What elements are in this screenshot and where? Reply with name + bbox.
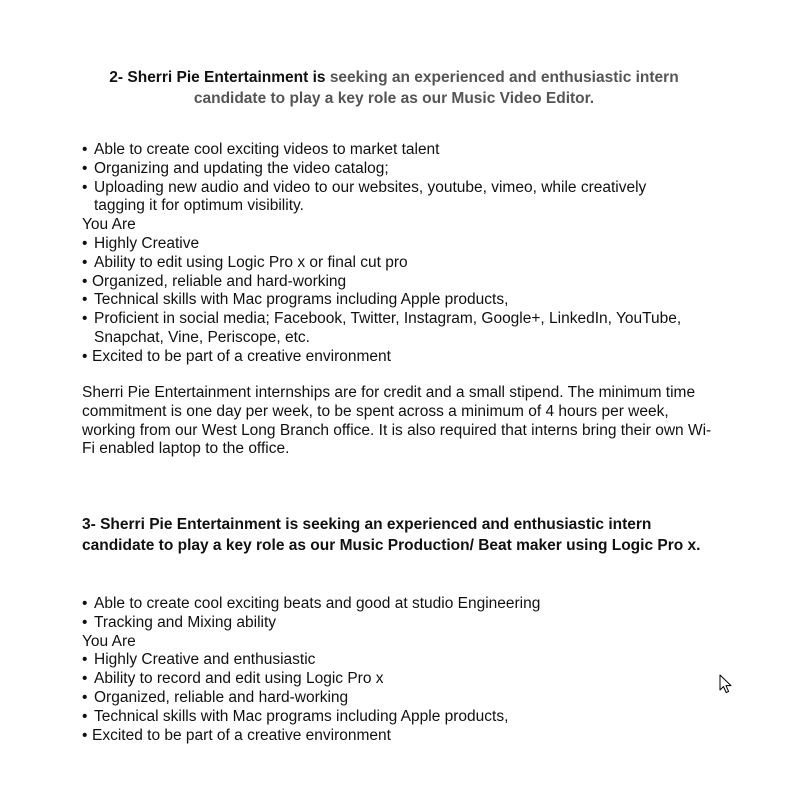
section-3-heading: 3- Sherri Pie Entertainment is seeking an experienced and enthusiastic intern candidate to play a key role as our Music Production/ Beat maker using Logic Pro x. (82, 516, 701, 554)
section-2-list (82, 141, 722, 367)
you-are-label: You Are (82, 632, 136, 650)
list-item-text: Proficient in social media; Facebook, Twitter, Instagram, Google+, LinkedIn, YouTube, Snapchat, Vine, Periscope, etc. (94, 310, 682, 346)
mouse-pointer-icon (719, 674, 733, 694)
section-3-list (82, 595, 722, 745)
bullet: • (82, 651, 88, 669)
list-item (82, 291, 722, 310)
list-item-text: Tracking and Mixing ability (94, 613, 277, 631)
list-item (82, 310, 722, 348)
list-item (82, 595, 722, 614)
section-2-heading (82, 67, 706, 109)
bullet: • (82, 141, 88, 158)
bullet: • (82, 726, 88, 744)
list-item-text: Ability to edit using Logic Pro x or final cut pro (94, 253, 408, 271)
bullet: • (82, 670, 88, 688)
list-item-text: Uploading new audio and video to our websites, youtube, vimeo, while creatively tagging it for optimum visibility. (94, 178, 647, 215)
list-item-text: Highly Creative and enthusiastic (94, 651, 316, 669)
list-item (82, 727, 722, 746)
list-item-text: Highly Creative (94, 234, 200, 252)
bullet: • (82, 347, 88, 365)
list-item (82, 160, 722, 179)
bullet: • (82, 291, 88, 309)
internship-terms-paragraph: Sherri Pie Entertainment internships are for credit and a small stipend. The minimum time commitment is one day per week, to be spent across a minimum of 4 hours per week, working from our West Long Branch office. It is also required that interns bring their own Wi-Fi enabled laptop to the office. (82, 384, 712, 458)
list-item (82, 348, 722, 367)
bullet: • (82, 613, 88, 631)
list-item (82, 235, 722, 254)
list-item (82, 689, 722, 708)
list-item-text: Able to create cool exciting beats and good at studio Engineering (94, 595, 541, 612)
list-item (82, 179, 722, 217)
bullet: • (82, 178, 88, 196)
bullet: • (82, 688, 88, 706)
list-item-text: Organized, reliable and hard-working (92, 272, 347, 290)
bullet: • (82, 310, 88, 328)
bullet: • (82, 707, 88, 725)
list-item (82, 254, 722, 273)
list-item-text: Excited to be part of a creative environment (92, 347, 391, 365)
list-item-text: Ability to record and edit using Logic Pro x (94, 670, 384, 688)
list-item-text: Organized, reliable and hard-working (94, 688, 349, 706)
bullet: • (82, 159, 88, 177)
list-item-text: Able to create cool exciting videos to market talent (94, 141, 440, 158)
you-are-label: You Are (82, 216, 136, 234)
bullet: • (82, 595, 88, 612)
list-item (82, 670, 722, 689)
list-item (82, 273, 722, 292)
bullet: • (82, 234, 88, 252)
list-item (82, 141, 722, 160)
list-item (82, 708, 722, 727)
list-item-text: Technical skills with Mac programs including Apple products, (94, 291, 509, 309)
bullet: • (82, 272, 88, 290)
section-2-heading-lead: 2- Sherri Pie Entertainment is (109, 69, 330, 86)
bullet: • (82, 253, 88, 271)
list-item-text: Technical skills with Mac programs including Apple products, (94, 707, 509, 725)
list-item (82, 651, 722, 670)
section-2-heading-rest: seeking an experienced and enthusiastic intern candidate to play a key role as our Music Video Editor. (193, 69, 679, 107)
list-item-text: Organizing and updating the video catalog; (94, 159, 389, 177)
list-item (82, 614, 722, 633)
list-item-text: Excited to be part of a creative environment (92, 726, 391, 744)
